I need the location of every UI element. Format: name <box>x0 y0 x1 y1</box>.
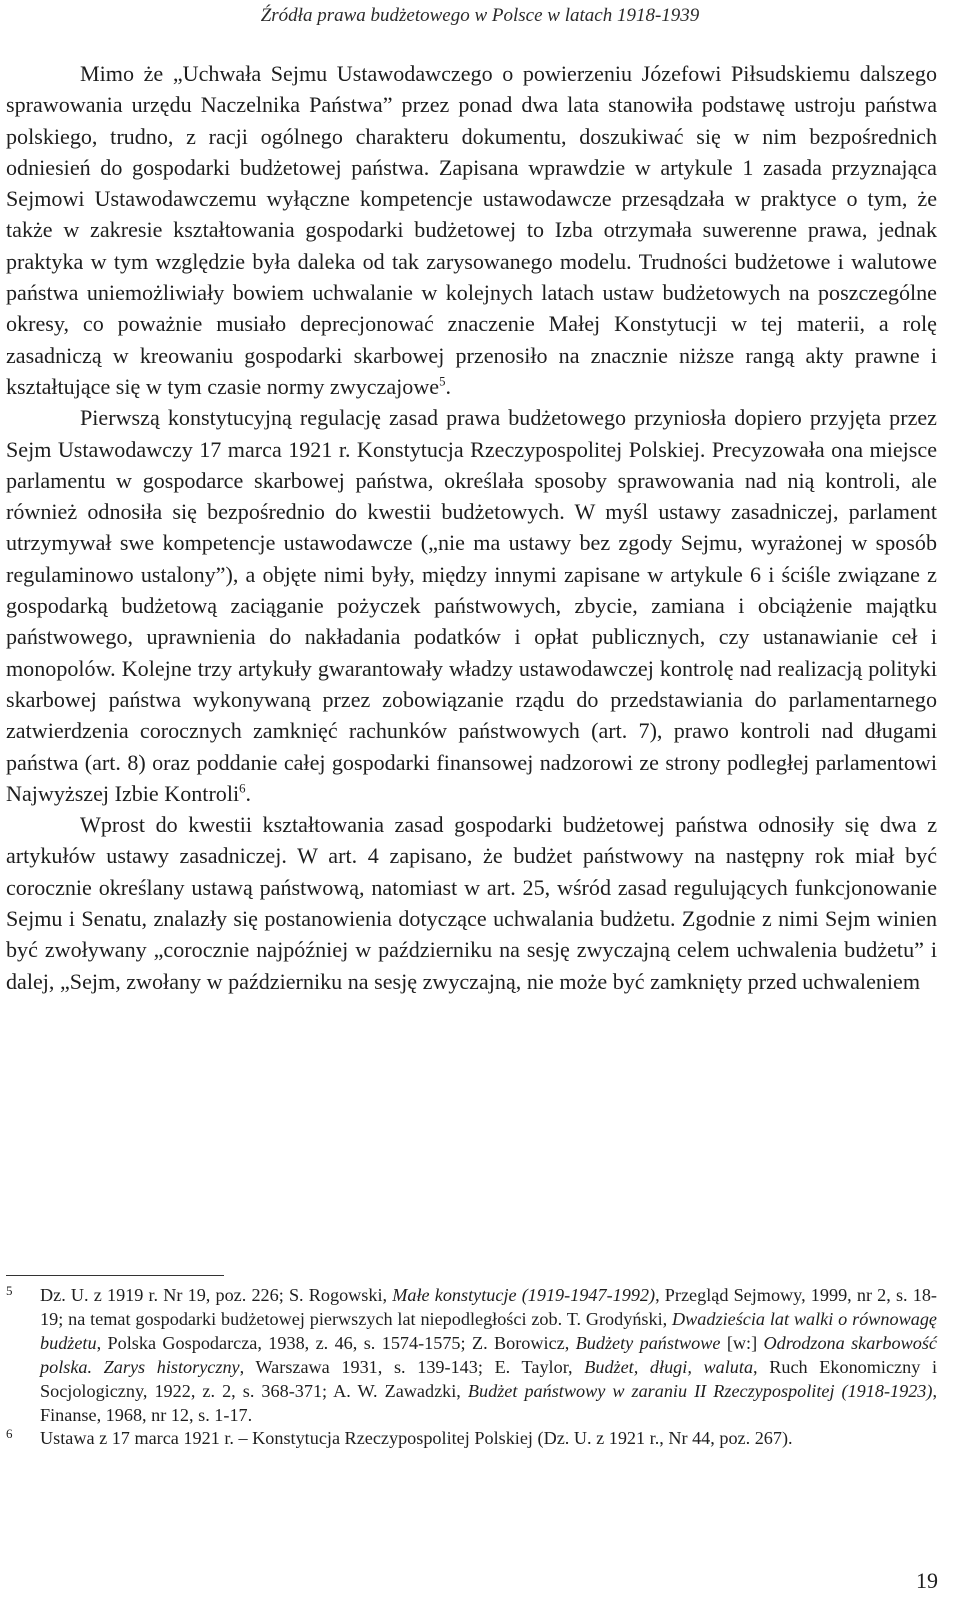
body-text <box>6 58 937 997</box>
footnote-text <box>40 1285 937 1425</box>
citation-text: , Warszawa 1931, s. 139-143; E. Taylor, <box>239 1356 585 1377</box>
paragraph <box>6 402 937 809</box>
paragraph-text: Mimo że „Uchwała Sejmu Ustawodawczego o powierzeniu Józefowi Piłsudskiemu dalszego sprawowania urzędu Naczelnika Państwa” przez ponad dwa lata stanowiła podstawę ustroju państwa polskiego, trudno, z racji ogólnego charakteru dokumentu, doszukiwać się w nim bezpośrednich odniesień do gospodarki budżetowej państwa. Zapisana wprawdzie w artykule 1 zasada przyznająca Sejmowi Ustawodawczemu wyłączne kompetencje ustawodawcze przesądzała w praktyce o tym, że także w zakresie kształtowania gospodarki budżetowej to Izba otrzymała suwerenne prawa, jednak praktyka w tym względzie była daleka od tak zarysowanego modelu. Trudności budżetowe i walutowe państwa uniemożliwiały bowiem uchwalanie w kolejnych latach ustaw budżetowych na poszczególne okresy, co poważnie musiało deprecjonować znaczenie Małej Konstytucji w tej materii, a rolę zasadniczą w kreowaniu gospodarki skarbowej przenosiło na znacznie niższe rangą akty prawne i kształtujące się w tym czasie normy zwyczajowe <box>6 61 937 399</box>
running-header: Źródła prawa budżetowego w Polsce w latach 1918-1939 <box>260 5 700 26</box>
footnote-number: 6 <box>6 1426 13 1442</box>
citation-title: Dwadzieścia lat walki o równowagę budżetu <box>40 1308 937 1353</box>
citation-title: Budżety państwowe <box>575 1332 721 1353</box>
footnote-ref[interactable]: 6 <box>239 781 246 796</box>
paragraph-end: . <box>245 780 252 806</box>
citation-title: Budżet państwowy w zaraniu II Rzeczypospolitej (1918-1923) <box>467 1380 933 1401</box>
citation-title: Budżet, długi, waluta <box>584 1356 754 1377</box>
page-number: 19 <box>916 1568 938 1593</box>
footnote-ref[interactable]: 5 <box>439 374 446 389</box>
paragraph-text: Wprost do kwestii kształtowania zasad gospodarki budżetowej państwa odnosiły się dwa z artykułów ustawy zasadniczej. W art. 4 zapisano, że budżet państwowy na następny rok miał być corocznie określany ustawą państwową, natomiast w art. 25, wśród zasad regulujących funkcjonowanie Sejmu i Senatu, znalazły się postanowienia dotyczące uchwalania budżetu. Zgodnie z nimi Sejm winien być zwoływany „corocznie najpóźniej w październiku na sesję zwyczajną celem uchwalenia budżetu” i dalej, „Sejm, zwołany w październiku na sesję zwyczajną, nie może być zamknięty przed uchwaleniem <box>6 812 937 994</box>
paragraph <box>6 58 937 402</box>
paragraph-text: Pierwszą konstytucyjną regulację zasad prawa budżetowego przyniosła dopiero przyjęta przez Sejm Ustawodawczy 17 marca 1921 r. Konstytucja Rzeczypospolitej Polskiej. Precyzowała ona miejsce parlamentu w gospodarce skarbowej państwa, określała sposoby sprawowania nad nią kontroli, ale również odnosiła się bezpośrednio do kwestii budżetowych. W myśl ustawy zasadniczej, parlament utrzymywał swe kompetencje ustawodawcze („nie ma ustawy bez zgody Sejmu, wyrażonej w sposób regulaminowo ustalony”), a objęte nimi były, między innymi zapisane w artykule 6 i ściśle związane z gospodarką budżetową zaciąganie pożyczek państwowych, zbycie, zamiana i obciążenie majątku państwowego, uprawnienia do nakładania podatków i opłat publicznych, czy ustanawianie ceł i monopolów. Kolejne trzy artykuły gwarantowały władzy ustawodawczej kontrolę nad realizacją polityki skarbowej państwa wykonywaną przez zobowiązanie rządu do przedstawiania do parlamentarnego zatwierdzenia corocznych zamknięć rachunków państwowych (art. 7), prawo kontroli nad długami państwa (art. 8) oraz poddanie całej gospodarki finansowej nadzorowi ze strony podległej parlamentowi Najwyższej Izbie Kontroli <box>6 405 937 806</box>
paragraph-end: . <box>445 373 452 399</box>
footnote-separator <box>6 1275 224 1276</box>
footnotes <box>6 1284 937 1451</box>
citation-text: , Przegląd Sejmowy, 1999, nr 2, s. 18-19; na temat gospodarki budżetowej pierwszych lat niepodległości zob. T. Grodyński, <box>40 1285 937 1329</box>
footnote <box>6 1284 937 1427</box>
footnote-number: 5 <box>6 1283 13 1298</box>
citation-title: Małe konstytucje (1919-1947-1992) <box>392 1285 656 1305</box>
citation-text: , Ruch Ekonomiczny i Socjologiczny, 1922, z. 2, s. 368-371; A. W. Zawadzki, <box>40 1356 938 1401</box>
footnote <box>6 1427 937 1451</box>
footnote-text: Ustawa z 17 marca 1921 r. – Konstytucja Rzeczypospolitej Polskiej (Dz. U. z 1921 r., Nr 44, poz. 267). <box>40 1428 793 1449</box>
citation-text: , Finanse, 1968, nr 12, s. 1-17. <box>40 1380 937 1425</box>
citation-title: Odrodzona skarbowość polska. Zarys historyczny <box>40 1332 937 1377</box>
citation-text: Dz. U. z 1919 r. Nr 19, poz. 226; S. Rogowski, <box>40 1285 393 1305</box>
citation-text: , Polska Gospodarcza, 1938, z. 46, s. 1574-1575; Z. Borowicz, <box>96 1332 576 1353</box>
paragraph <box>6 809 937 997</box>
citation-text: [w:] <box>720 1332 764 1353</box>
